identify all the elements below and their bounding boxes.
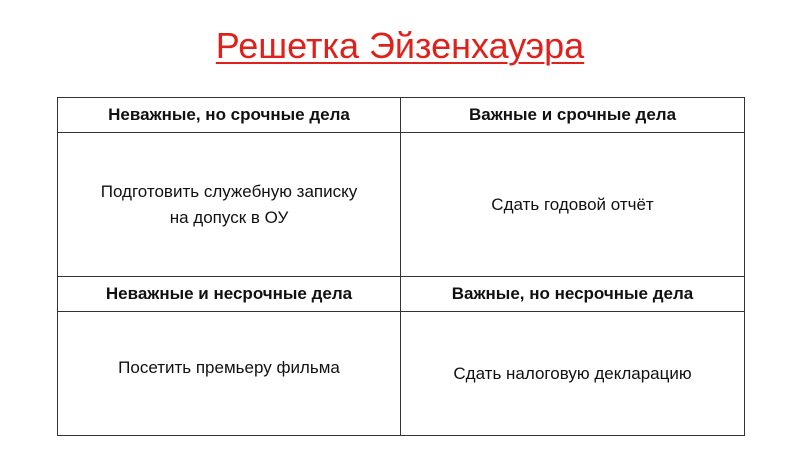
quadrant-header-unimportant-not-urgent: Неважные и несрочные дела — [58, 277, 401, 312]
task-line: Подготовить служебную записку — [100, 181, 358, 201]
quadrant-body-important-urgent — [401, 133, 744, 277]
quadrant-body-unimportant-urgent — [58, 133, 401, 277]
task-line: Посетить премьеру фильма — [118, 357, 340, 377]
task-line: Сдать годовой отчёт — [491, 194, 654, 214]
quadrant-header-unimportant-urgent: Неважные, но срочные дела — [58, 98, 401, 133]
quadrant-header-important-urgent: Важные и срочные дела — [401, 98, 744, 133]
quadrant-body-unimportant-not-urgent — [58, 312, 401, 435]
quadrant-header-important-not-urgent: Важные, но несрочные дела — [401, 277, 744, 312]
quadrant-body-important-not-urgent — [401, 312, 744, 435]
task-line: Сдать налоговую декларацию — [453, 363, 692, 383]
task-line: на допуск в ОУ — [169, 207, 289, 227]
eisenhower-matrix — [57, 97, 745, 436]
page-title: Решетка Эйзенхауэра — [215, 25, 585, 66]
